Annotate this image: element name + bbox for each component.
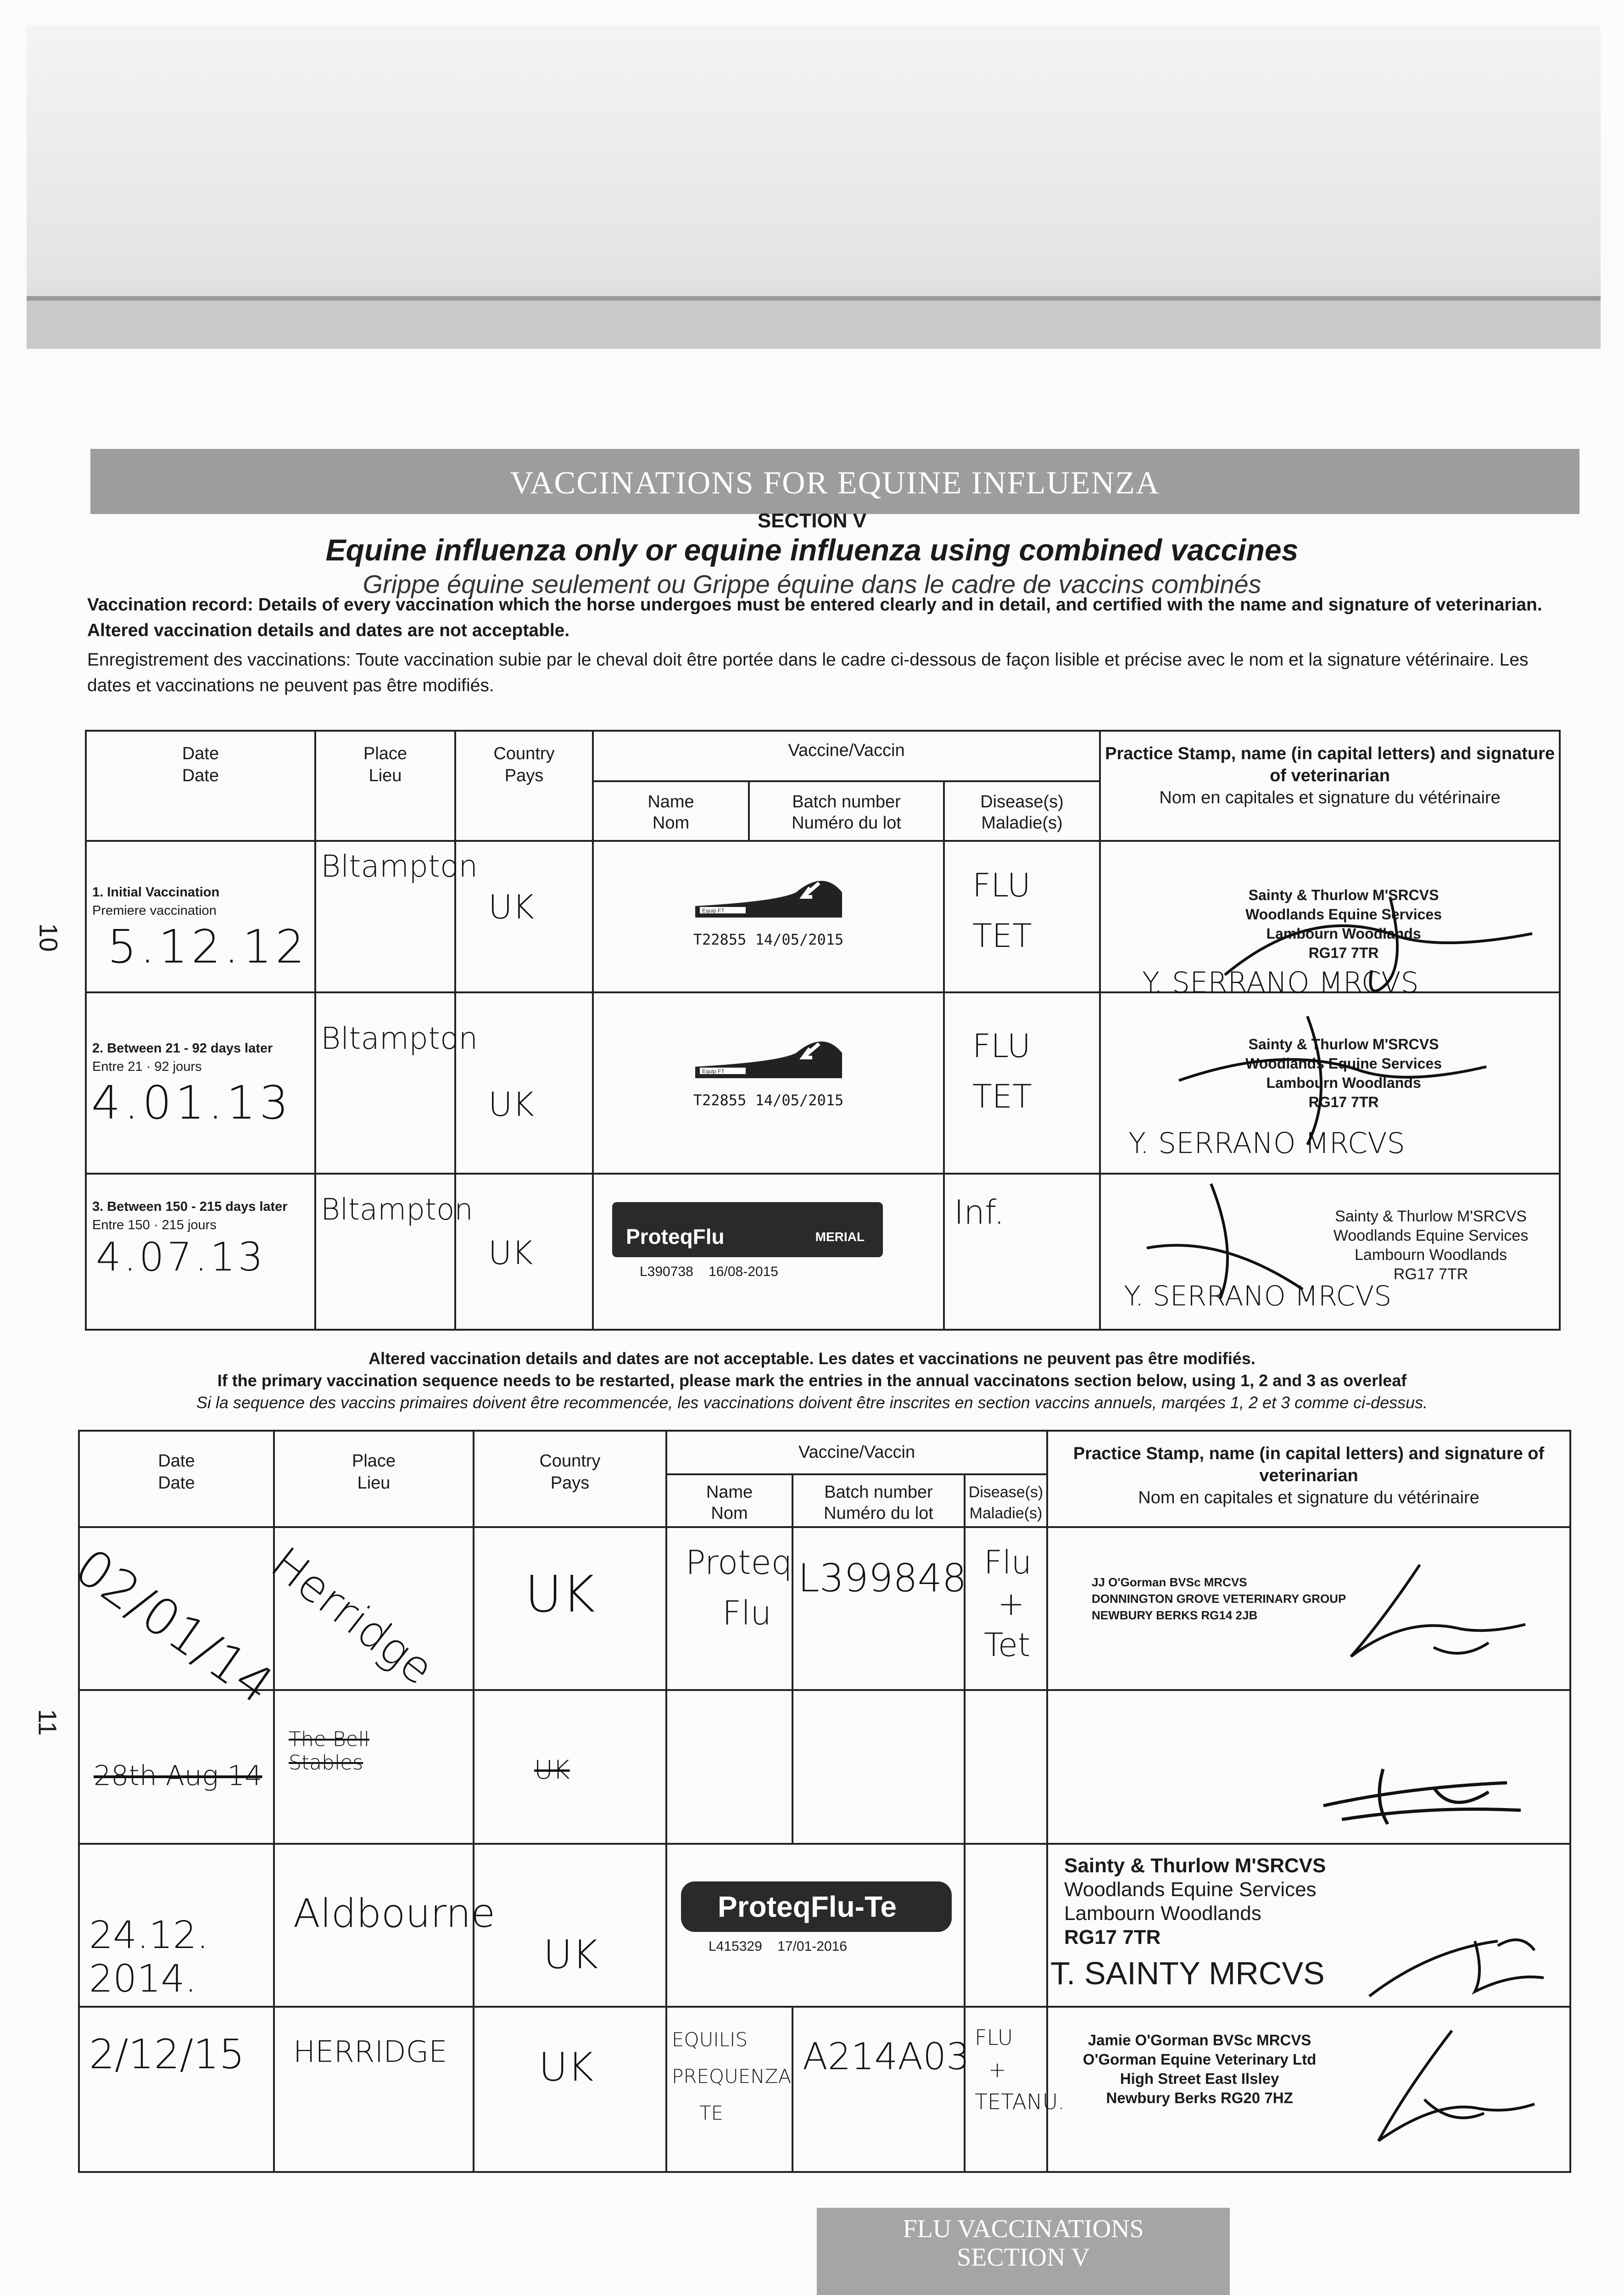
header-stamp: Practice Stamp, name (in capital letters) and signature of veterinarian Nom en capitales et signature du vétérinaire	[1100, 731, 1560, 841]
footer-section-label: FLU VACCINATIONS SECTION V	[817, 2208, 1230, 2295]
vet-name: T. SAINTY MRCVS	[1050, 1955, 1325, 1991]
name-batch-cell	[666, 1844, 965, 2007]
vet-signature	[1360, 1923, 1553, 2005]
header-place: Place Lieu	[315, 731, 455, 841]
vet-signature	[1268, 1556, 1544, 1684]
header-vaccine: Vaccine/Vaccin	[666, 1431, 1047, 1474]
date-cell: 2. Between 21 - 92 days later Entre 21 · 92 jours 4.01.13	[86, 992, 315, 1174]
header-place: Place Lieu	[274, 1431, 474, 1527]
stamp-cell: JJ O'Gorman BVSc MRCVS DONNINGTON GROVE VETERINARY GROUP NEWBURY BERKS RG14 2JB	[1047, 1527, 1570, 1690]
name-cell	[666, 1690, 792, 1844]
header-name: Name Nom	[593, 781, 749, 841]
page-title: Equine influenza only or equine influenza using combined vaccines	[325, 533, 1299, 567]
disease-cell: FLU TET	[944, 992, 1100, 1174]
batch-cell: A214A03	[792, 2007, 965, 2172]
country-cell: UK	[455, 1174, 593, 1330]
header-date: Date Date	[79, 1431, 274, 1527]
altered-note: Altered vaccination details and dates are not acceptable. Les dates et vaccinations ne peuvent pas être modifiés.	[368, 1349, 1256, 1368]
batch-number: L390738 16/08-2015	[640, 1264, 778, 1279]
primary-vaccination-table	[85, 730, 1561, 1331]
header-disease: Disease(s) Maladie(s)	[944, 781, 1100, 841]
blank-top-area	[27, 25, 1601, 349]
vet-signature	[1216, 879, 1537, 998]
place-cell: Bltampton	[315, 1174, 455, 1330]
vaccine-label-sticker	[686, 874, 851, 924]
country-cell: UK	[474, 2007, 666, 2172]
header-country: Country Pays	[455, 731, 593, 841]
table-row	[86, 992, 1560, 1174]
disease-cell: Inf.	[944, 1174, 1100, 1330]
place-cell: Bltampton	[315, 841, 455, 992]
page-number-10: 10	[34, 923, 63, 952]
country-cell: UK	[455, 841, 593, 992]
header-batch: Batch number Numéro du lot	[749, 781, 944, 841]
date-cell: 3. Between 150 - 215 days later Entre 150 · 215 jours 4.07.13	[86, 1174, 315, 1330]
header-date: Date Date	[86, 731, 315, 841]
date-cell: 2/12/15	[79, 2007, 274, 2172]
restart-note-fr: Si la sequence des vaccins primaires doivent être recommencée, les vaccinations doivent être inscrites en section vaccins annuels, marqées 1, 2 et 3 comme ci-dessus.	[196, 1393, 1428, 1412]
annual-vaccination-table	[64, 1430, 1571, 2173]
header-disease: Disease(s) Maladie(s)	[965, 1474, 1047, 1527]
country-cell: UK	[474, 1844, 666, 2007]
header-name: Name Nom	[666, 1474, 792, 1527]
place-cell: Bltampton	[315, 992, 455, 1174]
place-cell: The Bell Stables	[274, 1690, 474, 1844]
vaccine-label-sticker: ProteqFlu MERIAL	[612, 1202, 883, 1257]
date-value: 4.01.13	[91, 1076, 292, 1130]
table-row	[79, 1690, 1570, 1844]
disease-cell: FLU + TETANU.	[965, 2007, 1047, 2172]
vet-signature	[1170, 1007, 1491, 1163]
vet-name: Y. SERRANO MRCVS	[1142, 966, 1419, 999]
vaccine-label-sticker: ProteqFlu-Te	[681, 1881, 952, 1932]
country-cell: UK	[455, 992, 593, 1174]
table-row	[86, 841, 1560, 992]
vet-name: Y. SERRANO MRCVS	[1128, 1126, 1405, 1160]
page-number-11: 11	[33, 1709, 62, 1736]
disease-cell	[965, 1844, 1047, 2007]
svg-text:Equip FT: Equip FT	[702, 1068, 725, 1075]
instructions-en: Vaccination record: Details of every vaccination which the horse undergoes must be entered clearly and in detail, and certified with the name and signature of veterinarian. Altered vaccination details and dates are not acceptable.	[87, 595, 1542, 640]
name-batch-cell	[593, 841, 944, 992]
batch-number: L415329 17/01-2016	[709, 1939, 847, 1954]
date-cell: 24.12. 2014.	[79, 1844, 274, 2007]
stamp-cell: Jamie O'Gorman BVSc MRCVS O'Gorman Equine Veterinary Ltd High Street East Ilsley Newbury Berks RG20 7HZ	[1047, 2007, 1570, 2172]
page-subtitle-fr: Grippe équine seulement ou Grippe équine dans le cadre de vaccins combinés	[363, 570, 1261, 599]
stamp-cell	[1047, 1690, 1570, 1844]
place-cell: HERRIDGE	[274, 2007, 474, 2172]
stamp-cell: Sainty & Thurlow M'SRCVS Woodlands Equine Services Lambourn Woodlands RG17 7TR T. SAINTY MRCVS	[1047, 1844, 1570, 2007]
stamp-cell: Sainty & Thurlow M'SRCVS Woodlands Equine Services Lambourn Woodlands RG17 7TR Y. SERRANO MRCVS	[1100, 992, 1560, 1174]
table-row	[79, 2007, 1570, 2172]
disease-cell: Flu + Tet	[965, 1527, 1047, 1690]
name-batch-cell	[593, 1174, 944, 1330]
date-cell: 1. Initial Vaccination Premiere vaccination 5.12.12	[86, 841, 315, 992]
date-value: 5.12.12	[107, 920, 308, 974]
restart-note-en: If the primary vaccination sequence needs to be restarted, please mark the entries in the annual vaccinatons section below, using 1, 2 and 3 as overleaf	[217, 1371, 1407, 1390]
name-batch-cell	[593, 992, 944, 1174]
name-cell: EQUILIS PREQUENZA TE	[666, 2007, 792, 2172]
country-cell: UK	[474, 1690, 666, 1844]
vaccine-label-sticker	[686, 1035, 851, 1085]
table-row	[79, 1844, 1570, 2007]
batch-number: T22855 14/05/2015	[693, 1092, 844, 1109]
name-cell: Proteq Flu	[666, 1527, 792, 1690]
vet-signature	[1333, 2021, 1553, 2164]
date-cell: 28th Aug 14	[79, 1690, 274, 1844]
place-cell: Aldbourne	[274, 1844, 474, 2007]
header-batch: Batch number Numéro du lot	[792, 1474, 965, 1527]
date-cell: 02/01/14	[79, 1527, 274, 1690]
place-cell: Herridge	[274, 1527, 474, 1690]
disease-cell	[965, 1690, 1047, 1844]
vet-signature	[1128, 1179, 1321, 1331]
section-label: SECTION V	[757, 509, 867, 532]
stamp-cell: Sainty & Thurlow M'SRCVS Woodlands Equine Services Lambourn Woodlands RG17 7TR Y. SERRANO MRCVS	[1100, 841, 1560, 992]
instructions-fr: Enregistrement des vaccinations: Toute vaccination subie par le cheval doit être portée dans le cadre ci-dessous de façon lisible et précise avec le nom et la signature vétérinaire. Les dates et vaccinations ne peuvent pas être modifiés.	[87, 650, 1529, 695]
header-country: Country Pays	[474, 1431, 666, 1527]
stamp-cell: Sainty & Thurlow M'SRCVS Woodlands Equine Services Lambourn Woodlands RG17 7TR Y. SERRANO MRCVS	[1100, 1174, 1560, 1330]
vet-name: Y. SERRANO MRCVS	[1124, 1280, 1392, 1312]
disease-cell: FLU TET	[944, 841, 1100, 992]
batch-number: T22855 14/05/2015	[693, 931, 844, 948]
table-row	[79, 1527, 1570, 1690]
svg-text:Equip FT: Equip FT	[702, 907, 725, 914]
header-stamp: Practice Stamp, name (in capital letters) and signature of veterinarian Nom en capitales et signature du vétérinaire	[1047, 1431, 1570, 1527]
batch-cell	[792, 1690, 965, 1844]
date-value: 4.07.13	[96, 1234, 266, 1280]
section-banner: VACCINATIONS FOR EQUINE INFLUENZA	[90, 449, 1579, 514]
batch-cell: L399848	[792, 1527, 965, 1690]
vet-signature	[1314, 1760, 1535, 1833]
table-row	[86, 1174, 1560, 1330]
country-cell: UK	[474, 1527, 666, 1690]
header-vaccine: Vaccine/Vaccin	[593, 731, 1100, 781]
